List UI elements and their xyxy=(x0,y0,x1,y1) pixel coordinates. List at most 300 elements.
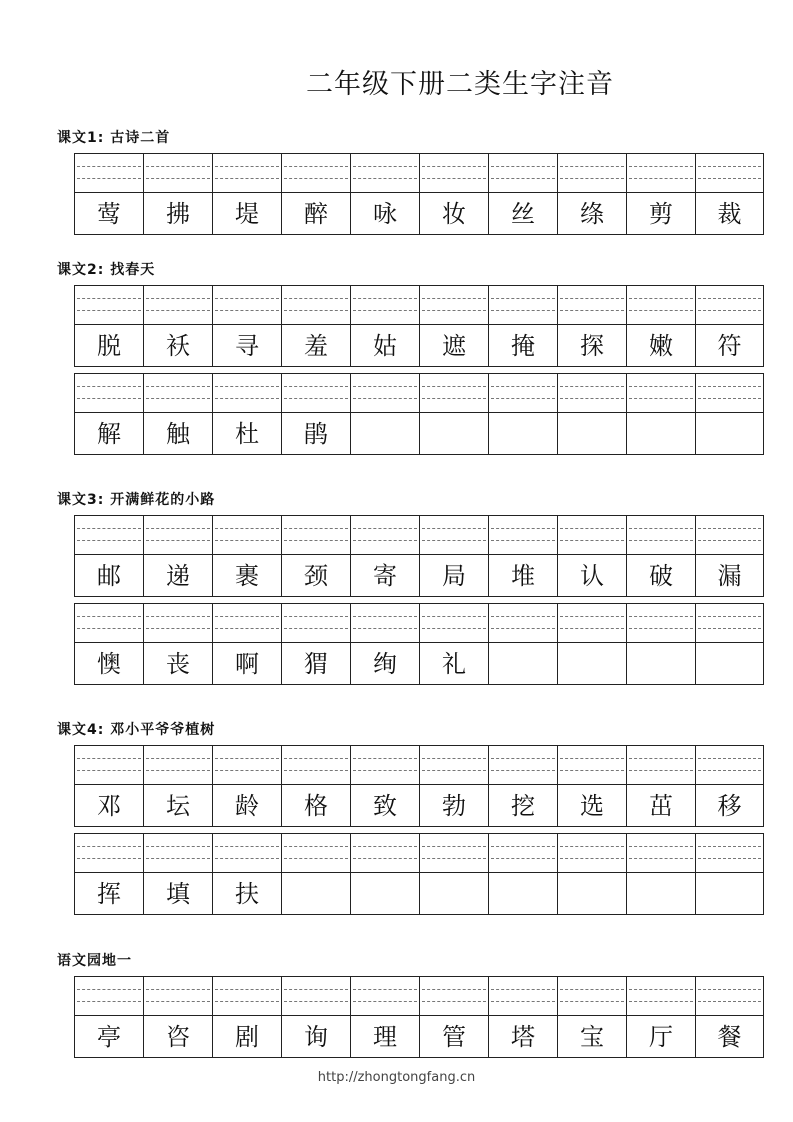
guide-line xyxy=(629,398,693,399)
footer-url: http://zhongtongfang.cn xyxy=(317,1070,476,1085)
pinyin-writing-area[interactable] xyxy=(213,515,281,555)
guide-line xyxy=(491,540,555,541)
guide-line xyxy=(422,758,486,759)
pinyin-writing-area[interactable] xyxy=(282,153,350,193)
pinyin-writing-area[interactable] xyxy=(213,285,281,325)
grid-cell xyxy=(557,373,626,455)
grid-cell xyxy=(74,833,143,915)
pinyin-writing-area[interactable] xyxy=(696,285,763,325)
pinyin-writing-area[interactable] xyxy=(351,373,419,413)
character: 鹃 xyxy=(282,413,350,455)
guide-line xyxy=(215,1001,279,1002)
guide-line xyxy=(284,298,348,299)
guide-line xyxy=(215,386,279,387)
grid-cell xyxy=(281,515,350,597)
guide-line xyxy=(77,386,141,387)
grid-cell xyxy=(695,833,764,915)
pinyin-writing-area[interactable] xyxy=(420,976,488,1016)
guide-line xyxy=(629,166,693,167)
guide-line xyxy=(698,178,761,179)
pinyin-writing-area[interactable] xyxy=(75,515,143,555)
guide-line xyxy=(146,298,210,299)
pinyin-writing-area[interactable] xyxy=(282,515,350,555)
guide-line xyxy=(353,166,417,167)
grid-row xyxy=(74,285,764,367)
section-label: 课文4: 邓小平爷爷植树 xyxy=(57,722,216,738)
guide-line xyxy=(491,166,555,167)
grid-cell xyxy=(74,373,143,455)
guide-line xyxy=(422,298,486,299)
grid-cell xyxy=(74,285,143,367)
guide-line xyxy=(353,616,417,617)
character: 破 xyxy=(627,555,695,597)
guide-line xyxy=(560,1001,624,1002)
guide-line xyxy=(629,386,693,387)
pinyin-writing-area[interactable] xyxy=(489,745,557,785)
character: 裹 xyxy=(213,555,281,597)
guide-line xyxy=(560,398,624,399)
pinyin-writing-area[interactable] xyxy=(420,373,488,413)
pinyin-writing-area[interactable] xyxy=(558,603,626,643)
guide-line xyxy=(491,616,555,617)
guide-line xyxy=(146,540,210,541)
guide-line xyxy=(629,628,693,629)
pinyin-writing-area[interactable] xyxy=(696,153,763,193)
grid-cell xyxy=(281,153,350,235)
pinyin-writing-area[interactable] xyxy=(213,745,281,785)
guide-line xyxy=(629,770,693,771)
grid-cell xyxy=(557,153,626,235)
pinyin-writing-area[interactable] xyxy=(75,976,143,1016)
pinyin-writing-area[interactable] xyxy=(75,373,143,413)
pinyin-writing-area[interactable] xyxy=(351,515,419,555)
guide-line xyxy=(422,858,486,859)
character xyxy=(420,873,488,915)
grid-cell xyxy=(419,745,488,827)
guide-line xyxy=(698,166,761,167)
grid-cell xyxy=(212,373,281,455)
guide-line xyxy=(491,310,555,311)
grid-cell xyxy=(143,603,212,685)
pinyin-writing-area[interactable] xyxy=(627,603,695,643)
guide-line xyxy=(422,178,486,179)
character: 坛 xyxy=(144,785,212,827)
guide-line xyxy=(560,758,624,759)
character: 宝 xyxy=(558,1016,626,1058)
guide-line xyxy=(698,310,761,311)
guide-line xyxy=(284,1001,348,1002)
grid-cell xyxy=(488,373,557,455)
guide-line xyxy=(560,540,624,541)
guide-line xyxy=(353,386,417,387)
grid-cell xyxy=(557,285,626,367)
guide-line xyxy=(353,1001,417,1002)
character: 触 xyxy=(144,413,212,455)
guide-line xyxy=(215,616,279,617)
character-grid xyxy=(74,285,764,455)
guide-line xyxy=(353,989,417,990)
character xyxy=(351,873,419,915)
pinyin-writing-area[interactable] xyxy=(75,285,143,325)
guide-line xyxy=(560,846,624,847)
guide-line xyxy=(422,386,486,387)
guide-line xyxy=(77,858,141,859)
character xyxy=(489,413,557,455)
guide-line xyxy=(77,846,141,847)
guide-line xyxy=(77,166,141,167)
pinyin-writing-area[interactable] xyxy=(351,976,419,1016)
guide-line xyxy=(146,846,210,847)
guide-line xyxy=(629,758,693,759)
guide-line xyxy=(146,1001,210,1002)
pinyin-writing-area[interactable] xyxy=(558,153,626,193)
guide-line xyxy=(284,528,348,529)
character xyxy=(282,873,350,915)
guide-line xyxy=(284,310,348,311)
character xyxy=(489,643,557,685)
pinyin-writing-area[interactable] xyxy=(558,373,626,413)
pinyin-writing-area[interactable] xyxy=(213,373,281,413)
pinyin-writing-area[interactable] xyxy=(489,515,557,555)
guide-line xyxy=(422,628,486,629)
pinyin-writing-area[interactable] xyxy=(144,745,212,785)
pinyin-writing-area[interactable] xyxy=(696,515,763,555)
character: 管 xyxy=(420,1016,488,1058)
character: 姑 xyxy=(351,325,419,367)
pinyin-writing-area[interactable] xyxy=(420,285,488,325)
character xyxy=(558,413,626,455)
pinyin-writing-area[interactable] xyxy=(558,976,626,1016)
pinyin-writing-area[interactable] xyxy=(75,603,143,643)
grid-cell xyxy=(350,745,419,827)
grid-cell xyxy=(74,603,143,685)
grid-cell xyxy=(74,153,143,235)
guide-line xyxy=(77,310,141,311)
guide-line xyxy=(77,540,141,541)
pinyin-writing-area[interactable] xyxy=(558,833,626,873)
guide-line xyxy=(215,770,279,771)
character: 局 xyxy=(420,555,488,597)
guide-line xyxy=(491,858,555,859)
guide-line xyxy=(146,178,210,179)
character: 邮 xyxy=(75,555,143,597)
character: 认 xyxy=(558,555,626,597)
character: 茁 xyxy=(627,785,695,827)
character: 遮 xyxy=(420,325,488,367)
pinyin-writing-area[interactable] xyxy=(213,603,281,643)
guide-line xyxy=(422,398,486,399)
guide-line xyxy=(353,298,417,299)
guide-line xyxy=(77,1001,141,1002)
grid-cell xyxy=(488,515,557,597)
character: 拂 xyxy=(144,193,212,235)
grid-cell xyxy=(557,603,626,685)
grid-cell xyxy=(143,515,212,597)
guide-line xyxy=(353,758,417,759)
guide-line xyxy=(77,298,141,299)
pinyin-writing-area[interactable] xyxy=(489,373,557,413)
guide-line xyxy=(629,846,693,847)
grid-row xyxy=(74,745,764,827)
character: 剧 xyxy=(213,1016,281,1058)
character: 塔 xyxy=(489,1016,557,1058)
grid-cell xyxy=(212,603,281,685)
grid-cell xyxy=(557,745,626,827)
guide-line xyxy=(491,989,555,990)
pinyin-writing-area[interactable] xyxy=(351,285,419,325)
guide-line xyxy=(629,178,693,179)
pinyin-writing-area[interactable] xyxy=(144,153,212,193)
pinyin-writing-area[interactable] xyxy=(489,833,557,873)
guide-line xyxy=(284,989,348,990)
guide-line xyxy=(560,616,624,617)
character: 致 xyxy=(351,785,419,827)
guide-line xyxy=(284,628,348,629)
guide-line xyxy=(146,310,210,311)
character xyxy=(696,643,763,685)
character: 醉 xyxy=(282,193,350,235)
guide-line xyxy=(77,758,141,759)
guide-line xyxy=(215,989,279,990)
pinyin-writing-area[interactable] xyxy=(627,285,695,325)
character: 邓 xyxy=(75,785,143,827)
character xyxy=(351,413,419,455)
pinyin-writing-area[interactable] xyxy=(627,833,695,873)
pinyin-writing-area[interactable] xyxy=(75,745,143,785)
grid-cell xyxy=(626,976,695,1058)
character: 填 xyxy=(144,873,212,915)
pinyin-writing-area[interactable] xyxy=(282,976,350,1016)
guide-line xyxy=(215,758,279,759)
pinyin-writing-area[interactable] xyxy=(420,833,488,873)
guide-line xyxy=(284,858,348,859)
pinyin-writing-area[interactable] xyxy=(144,515,212,555)
guide-line xyxy=(698,989,761,990)
grid-cell xyxy=(626,153,695,235)
guide-line xyxy=(146,858,210,859)
guide-line xyxy=(629,989,693,990)
character: 脱 xyxy=(75,325,143,367)
pinyin-writing-area[interactable] xyxy=(696,745,763,785)
character xyxy=(627,873,695,915)
character: 剪 xyxy=(627,193,695,235)
character: 丧 xyxy=(144,643,212,685)
guide-line xyxy=(77,398,141,399)
guide-line xyxy=(215,846,279,847)
guide-line xyxy=(629,540,693,541)
character: 堤 xyxy=(213,193,281,235)
grid-cell xyxy=(143,373,212,455)
guide-line xyxy=(422,1001,486,1002)
grid-cell xyxy=(350,833,419,915)
grid-cell xyxy=(557,515,626,597)
pinyin-writing-area[interactable] xyxy=(75,833,143,873)
pinyin-writing-area[interactable] xyxy=(351,745,419,785)
pinyin-writing-area[interactable] xyxy=(282,745,350,785)
character: 选 xyxy=(558,785,626,827)
grid-cell xyxy=(488,603,557,685)
grid-cell xyxy=(143,976,212,1058)
character: 绚 xyxy=(351,643,419,685)
guide-line xyxy=(77,989,141,990)
pinyin-writing-area[interactable] xyxy=(213,833,281,873)
grid-cell xyxy=(281,745,350,827)
guide-line xyxy=(560,858,624,859)
guide-line xyxy=(491,770,555,771)
guide-line xyxy=(629,616,693,617)
guide-line xyxy=(77,616,141,617)
guide-line xyxy=(353,628,417,629)
character: 颈 xyxy=(282,555,350,597)
guide-line xyxy=(491,298,555,299)
character: 扶 xyxy=(213,873,281,915)
guide-line xyxy=(146,398,210,399)
guide-line xyxy=(422,528,486,529)
section-label: 课文3: 开满鲜花的小路 xyxy=(57,492,216,508)
grid-cell xyxy=(419,976,488,1058)
guide-line xyxy=(146,628,210,629)
pinyin-writing-area[interactable] xyxy=(75,153,143,193)
guide-line xyxy=(422,540,486,541)
character: 厅 xyxy=(627,1016,695,1058)
pinyin-writing-area[interactable] xyxy=(627,515,695,555)
pinyin-writing-area[interactable] xyxy=(696,976,763,1016)
guide-line xyxy=(284,540,348,541)
character: 丝 xyxy=(489,193,557,235)
page-title: 二年级下册二类生字注音 xyxy=(306,69,614,100)
grid-row xyxy=(74,833,764,915)
pinyin-writing-area[interactable] xyxy=(351,153,419,193)
pinyin-writing-area[interactable] xyxy=(489,285,557,325)
character: 妆 xyxy=(420,193,488,235)
guide-line xyxy=(422,770,486,771)
pinyin-writing-area[interactable] xyxy=(282,833,350,873)
guide-line xyxy=(491,1001,555,1002)
grid-cell xyxy=(419,285,488,367)
character: 亭 xyxy=(75,1016,143,1058)
guide-line xyxy=(146,770,210,771)
grid-cell xyxy=(626,833,695,915)
pinyin-writing-area[interactable] xyxy=(213,976,281,1016)
pinyin-writing-area[interactable] xyxy=(627,745,695,785)
character: 挖 xyxy=(489,785,557,827)
pinyin-writing-area[interactable] xyxy=(144,285,212,325)
guide-line xyxy=(146,528,210,529)
character: 解 xyxy=(75,413,143,455)
pinyin-writing-area[interactable] xyxy=(144,373,212,413)
grid-cell xyxy=(626,603,695,685)
guide-line xyxy=(698,858,761,859)
pinyin-writing-area[interactable] xyxy=(213,153,281,193)
pinyin-writing-area[interactable] xyxy=(420,745,488,785)
grid-cell xyxy=(143,285,212,367)
character xyxy=(420,413,488,455)
character: 询 xyxy=(282,1016,350,1058)
grid-row xyxy=(74,976,764,1058)
guide-line xyxy=(560,528,624,529)
character: 猬 xyxy=(282,643,350,685)
grid-cell xyxy=(350,976,419,1058)
grid-cell xyxy=(419,515,488,597)
character xyxy=(489,873,557,915)
grid-cell xyxy=(350,285,419,367)
pinyin-writing-area[interactable] xyxy=(558,745,626,785)
guide-line xyxy=(560,628,624,629)
guide-line xyxy=(146,758,210,759)
guide-line xyxy=(491,528,555,529)
pinyin-writing-area[interactable] xyxy=(558,515,626,555)
pinyin-writing-area[interactable] xyxy=(489,603,557,643)
pinyin-writing-area[interactable] xyxy=(420,603,488,643)
grid-cell xyxy=(212,745,281,827)
pinyin-writing-area[interactable] xyxy=(489,976,557,1016)
guide-line xyxy=(698,528,761,529)
section-label: 课文1: 古诗二首 xyxy=(57,130,171,146)
grid-cell xyxy=(281,833,350,915)
character: 懊 xyxy=(75,643,143,685)
grid-cell xyxy=(626,515,695,597)
guide-line xyxy=(77,628,141,629)
grid-cell xyxy=(557,976,626,1058)
pinyin-writing-area[interactable] xyxy=(489,153,557,193)
guide-line xyxy=(284,846,348,847)
pinyin-writing-area[interactable] xyxy=(351,603,419,643)
pinyin-writing-area[interactable] xyxy=(627,976,695,1016)
pinyin-writing-area[interactable] xyxy=(696,833,763,873)
pinyin-writing-area[interactable] xyxy=(420,515,488,555)
pinyin-writing-area[interactable] xyxy=(558,285,626,325)
grid-cell xyxy=(419,153,488,235)
guide-line xyxy=(698,386,761,387)
pinyin-writing-area[interactable] xyxy=(144,603,212,643)
grid-cell xyxy=(74,976,143,1058)
pinyin-writing-area[interactable] xyxy=(282,285,350,325)
grid-cell xyxy=(212,153,281,235)
pinyin-writing-area[interactable] xyxy=(420,153,488,193)
guide-line xyxy=(215,310,279,311)
pinyin-writing-area[interactable] xyxy=(627,373,695,413)
grid-cell xyxy=(695,976,764,1058)
character xyxy=(696,413,763,455)
guide-line xyxy=(284,398,348,399)
pinyin-writing-area[interactable] xyxy=(351,833,419,873)
grid-cell xyxy=(281,373,350,455)
pinyin-writing-area[interactable] xyxy=(627,153,695,193)
grid-cell xyxy=(350,515,419,597)
grid-cell xyxy=(419,603,488,685)
guide-line xyxy=(146,989,210,990)
character: 龄 xyxy=(213,785,281,827)
pinyin-writing-area[interactable] xyxy=(696,603,763,643)
character: 格 xyxy=(282,785,350,827)
guide-line xyxy=(353,398,417,399)
guide-line xyxy=(353,846,417,847)
pinyin-writing-area[interactable] xyxy=(282,603,350,643)
grid-cell xyxy=(212,976,281,1058)
pinyin-writing-area[interactable] xyxy=(696,373,763,413)
guide-line xyxy=(215,398,279,399)
pinyin-writing-area[interactable] xyxy=(144,833,212,873)
character: 咏 xyxy=(351,193,419,235)
pinyin-writing-area[interactable] xyxy=(282,373,350,413)
pinyin-writing-area[interactable] xyxy=(144,976,212,1016)
character: 咨 xyxy=(144,1016,212,1058)
character: 餐 xyxy=(696,1016,763,1058)
grid-cell xyxy=(488,285,557,367)
guide-line xyxy=(353,858,417,859)
grid-row xyxy=(74,153,764,235)
guide-line xyxy=(491,178,555,179)
